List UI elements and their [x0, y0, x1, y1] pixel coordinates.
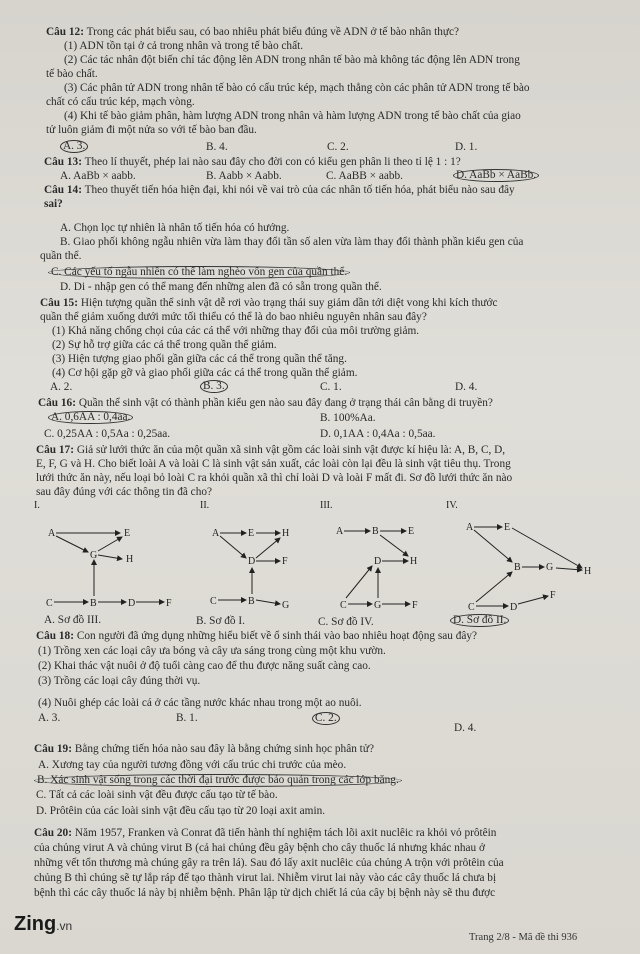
q16-option-d: D. 0,1AA : 0,4Aa : 0,5aa. — [320, 428, 436, 440]
q16-option-b: B. 100%Aa. — [320, 412, 376, 424]
svg-text:B: B — [90, 598, 97, 609]
svg-text:E: E — [248, 528, 255, 539]
svg-text:D: D — [248, 556, 256, 567]
svg-text:B: B — [248, 596, 255, 607]
q18-stem: Câu 18: Con người đã ứng dụng những hiểu biết về ổ sinh thái vào bao nhiêu hoạt động sau đây? — [36, 630, 478, 642]
svg-text:G: G — [282, 600, 290, 611]
q18-statement-4: (4) Nuôi ghép các loài cá ở các tầng nước khác nhau trong một ao nuôi. — [38, 697, 362, 709]
q19-option-b: B. Xác sinh vật sống trong các thời đại trước được bảo quản trong các lớp băng. — [34, 774, 402, 787]
q12-statement-4: (4) Khi tế bào giảm phân, hàm lượng ADN trong nhân và hàm lượng ADN trong tế bào chất của giao — [64, 110, 521, 122]
q20-text-1: Câu 20: Năm 1957, Franken và Conrat đã tiến hành thí nghiệm tách lõi axit nuclêic ra khỏi vỏ prôtêin — [34, 827, 497, 839]
svg-text:H: H — [584, 566, 592, 577]
q13-option-b: B. Aabb × Aabb. — [206, 170, 282, 182]
svg-text:G: G — [546, 562, 554, 573]
q16-option-c: C. 0,25AA : 0,5Aa : 0,25aa. — [44, 428, 171, 440]
page-footer: Trang 2/8 - Mã đề thi 936 — [469, 932, 578, 943]
q12-statement-3-cont: chất có cấu trúc kép, mạch vòng. — [46, 96, 195, 108]
q14-stem-cont: sai? — [44, 198, 63, 210]
q15-option-b: B. 3. — [200, 380, 228, 393]
q18-option-a: A. 3. — [38, 712, 61, 724]
q12-statement-1: (1) ADN tồn tại ở cả trong nhân và trong tế bào chất. — [64, 40, 304, 52]
svg-text:A: A — [48, 528, 56, 539]
svg-text:D: D — [374, 556, 382, 567]
svg-text:E: E — [124, 528, 131, 539]
q18-option-d: D. 4. — [454, 722, 477, 734]
q17-stem: Câu 17: Giả sử lưới thức ăn của một quần xã sinh vật gồm các loài sinh vật được kí hiệu là: A, B, C, D, — [36, 444, 506, 456]
q17-stem-3: lưới thức ăn này, nếu loại bỏ loài C ra khỏi quần xã thì chỉ loài D và loài F mất đi. Sơ đồ lưới thức ăn nào — [36, 472, 513, 484]
food-web-diagram-3 — [320, 500, 418, 611]
diagram-3-label: III. — [320, 500, 333, 511]
diagram-4-label: IV. — [446, 500, 458, 511]
q19-option-a: A. Xương tay của người tương đồng với cấu trúc chi trước của mèo. — [38, 759, 347, 771]
svg-text:C: C — [340, 600, 347, 611]
q18-statement-1: (1) Trồng xen các loại cây ưa bóng và cây ưa sáng trong cùng một khu vườn. — [38, 645, 386, 657]
q17-option-c: C. Sơ đồ IV. — [318, 616, 374, 628]
q19-stem: Câu 19: Bằng chứng tiến hóa nào sau đây là bằng chứng sinh học phân tử? — [34, 743, 374, 755]
q15-stem-cont: quần thể giảm xuống dưới mức tối thiểu có thể là do bao nhiêu nguyên nhân sau đây? — [40, 311, 427, 323]
q16-stem: Câu 16: Quần thể sinh vật có thành phần kiểu gen nào sau đây đang ở trạng thái cân bằng di truyền? — [38, 397, 493, 409]
svg-text:A: A — [212, 528, 220, 539]
q17-stem-2: E, F, G và H. Cho biết loài A và loài C là sinh vật sản xuất, các loài còn lại đều là sinh vật tiêu thụ. Trong — [36, 458, 511, 470]
q18-option-b: B. 1. — [176, 712, 198, 724]
q12-option-d: D. 1. — [455, 141, 478, 153]
q15-option-d: D. 4. — [455, 381, 478, 393]
svg-text:C: C — [468, 602, 475, 613]
svg-text:E: E — [504, 522, 511, 533]
zing-logo: Zing.vn — [14, 913, 73, 935]
q12-statement-4-cont: tử luôn giảm đi một nửa so với tế bào ban đầu. — [46, 124, 257, 136]
svg-text:A: A — [466, 522, 474, 533]
q14-option-a: A. Chọn lọc tự nhiên là nhân tố tiến hóa có hướng. — [60, 222, 290, 234]
q12-option-c: C. 2. — [327, 141, 349, 153]
q14-option-d: D. Di - nhập gen có thể mang đến những alen đã có sẵn trong quần thể. — [60, 281, 382, 293]
svg-text:F: F — [412, 600, 418, 611]
q18-option-c: C. 2. — [312, 712, 340, 725]
q15-option-a: A. 2. — [50, 381, 73, 393]
q17-option-b: B. Sơ đồ I. — [196, 615, 245, 627]
q12-option-a: A. 3. — [60, 140, 88, 153]
q14-option-c: C. Các yếu tố ngẫu nhiên có thể làm nghèo vốn gen của quần thể. — [48, 266, 350, 279]
q17-option-d: D. Sơ đồ II. — [450, 614, 509, 627]
q17-stem-4: sau đây đúng với các thông tin đã cho? — [36, 486, 213, 498]
food-web-diagram-2 — [200, 500, 289, 611]
q20-text-2: của chủng virut A và chủng virut B (cả hai chủng đều gây bệnh cho cây thuốc lá nhưng khác nhau ở — [34, 842, 485, 854]
svg-text:H: H — [126, 554, 134, 565]
diagram-2-label: II. — [200, 500, 210, 511]
q15-statement-3: (3) Hiện tượng giao phối gần giữa các cá thể trong quần thể tăng. — [52, 353, 347, 365]
svg-text:C: C — [210, 596, 217, 607]
q18-statement-3: (3) Trồng các loại cây đúng thời vụ. — [38, 675, 201, 687]
q13-option-c: C. AaBB × aabb. — [326, 170, 403, 182]
food-web-diagram-4 — [446, 500, 591, 613]
q15-option-c: C. 1. — [320, 381, 342, 393]
q13-option-a: A. AaBb × aabb. — [60, 170, 136, 182]
q12-statement-2: (2) Các tác nhân đột biến chỉ tác động lên ADN trong nhân tế bào mà không tác động lên ADN trong — [64, 54, 520, 66]
svg-text:F: F — [282, 556, 288, 567]
q19-option-d: D. Prôtêin của các loài sinh vật đều cấu tạo từ 20 loại axit amin. — [36, 805, 326, 817]
q20-text-5: bệnh thì các cây thuốc lá này bị nhiễm bệnh. Phân lập từ dịch chiết lá của cây bị bệnh này sẽ thu được — [34, 887, 496, 899]
q18-statement-2: (2) Khai thác vật nuôi ở độ tuổi càng cao để thu được năng suất càng cao. — [38, 660, 371, 672]
food-web-diagrams — [34, 498, 634, 616]
q12-stem: Câu 12: Trong các phát biểu sau, có bao nhiêu phát biểu đúng về ADN ở tế bào nhân thực? — [46, 26, 460, 38]
diagram-1-label: I. — [34, 500, 40, 511]
q20-text-4: chủng B thì chúng sẽ tự lắp ráp để tạo thành virut lai. Nhiễm virut lai này vào các cây thuốc lá chưa bị — [34, 872, 497, 884]
q12-statement-3: (3) Các phân tử ADN trong nhân tế bào có cấu trúc kép, mạch thẳng còn các phân tử ADN trong tế bào — [64, 82, 530, 94]
svg-text:B: B — [372, 526, 379, 537]
svg-text:H: H — [282, 528, 290, 539]
q14-option-b: B. Giao phối không ngẫu nhiên vừa làm thay đổi tần số alen vừa làm thay đổi thành phần kiểu gen của — [60, 236, 524, 248]
svg-text:H: H — [410, 556, 418, 567]
q17-option-a: A. Sơ đồ III. — [44, 614, 102, 626]
svg-text:A: A — [336, 526, 344, 537]
svg-text:F: F — [166, 598, 172, 609]
q15-stem: Câu 15: Hiện tượng quần thể sinh vật dễ rơi vào trạng thái suy giảm dần tới diệt vong khi kích thước — [40, 297, 498, 309]
svg-text:E: E — [408, 526, 415, 537]
q16-option-a: A. 0,6AA : 0,4aa. — [48, 411, 133, 424]
food-web-diagram-1 — [34, 500, 172, 609]
q12-statement-2-cont: tế bào chất. — [46, 68, 98, 80]
svg-text:C: C — [46, 598, 53, 609]
q14-option-b-cont: quần thể. — [40, 250, 82, 262]
q13-option-d: D. AaBb × AaBb. — [453, 169, 539, 182]
q20-text-3: những vết tổn thương mà chúng gây ra trên lá). Sau đó lấy axit nuclêic của chủng A trộn với prôtêin của — [34, 857, 504, 869]
q13-stem: Câu 13: Theo lí thuyết, phép lai nào sau đây cho đời con có kiểu gen phân li theo tỉ lệ 1 : 1? — [44, 156, 461, 168]
svg-text:D: D — [128, 598, 136, 609]
svg-text:B: B — [514, 562, 521, 573]
svg-text:G: G — [90, 550, 98, 561]
svg-text:D: D — [510, 602, 518, 613]
q19-option-c: C. Tất cả các loài sinh vật đều được cấu tạo từ tế bào. — [36, 789, 278, 801]
svg-text:F: F — [550, 590, 556, 601]
q15-statement-1: (1) Khả năng chống chọi của các cá thể với những thay đổi của môi trường giảm. — [52, 325, 420, 337]
svg-text:G: G — [374, 600, 382, 611]
q14-stem: Câu 14: Theo thuyết tiến hóa hiện đại, khi nói về vai trò của các nhân tố tiến hóa, phát biểu nào sau đây — [44, 184, 515, 196]
q15-statement-4: (4) Cơ hội gặp gỡ và giao phối giữa các cá thể trong quần thể giảm. — [52, 367, 358, 379]
q12-option-b: B. 4. — [206, 141, 228, 153]
q15-statement-2: (2) Sự hỗ trợ giữa các cá thể trong quần thể giảm. — [52, 339, 277, 351]
